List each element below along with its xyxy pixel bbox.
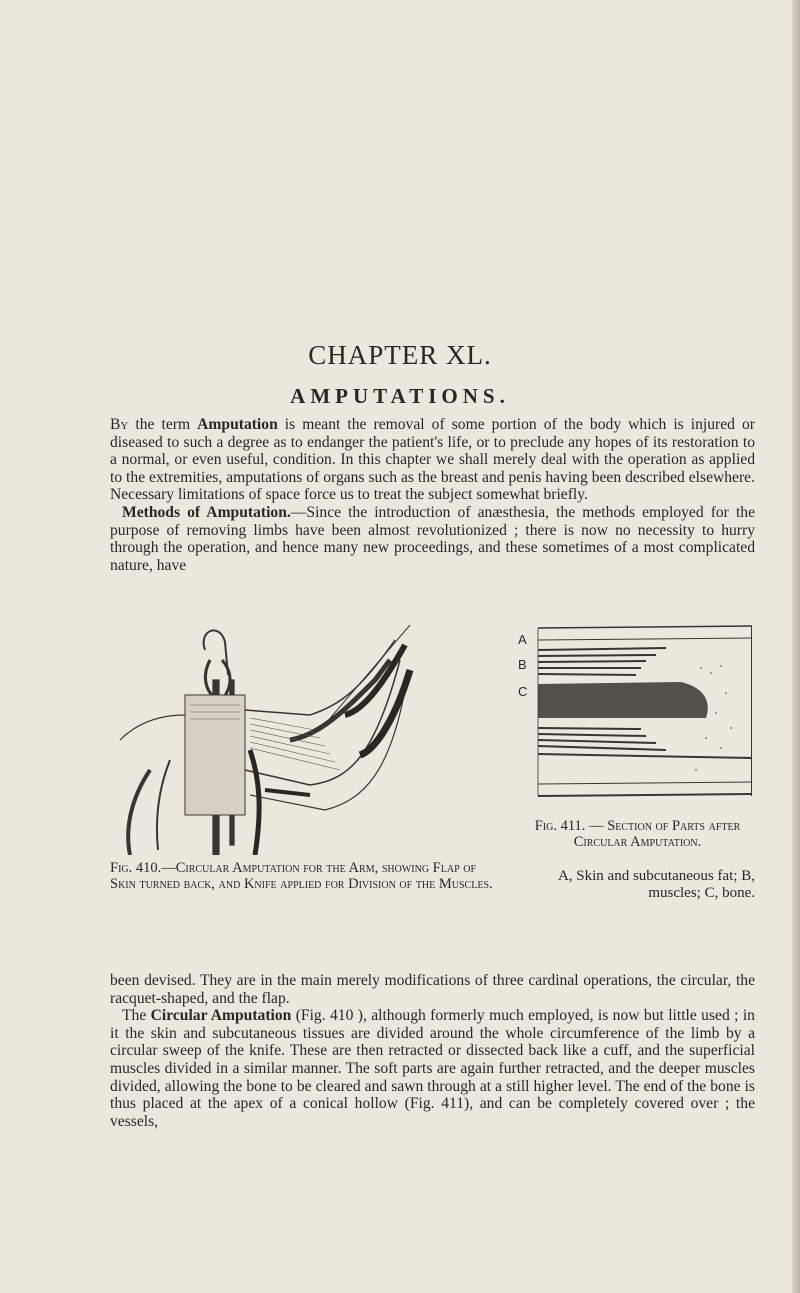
methods-heading: Methods of Amputation. [122, 503, 291, 521]
intro-text-block [110, 416, 755, 574]
chapter-heading: CHAPTER XL. [308, 340, 492, 370]
circular-text: (Fig. 410 ), although formerly much employed, is now but little used ; in it the skin and subcutaneous tissues are divided around the whole circumference of the limb by a circular sweep of the knife. These are then retracted or dissected back like a cuff, and the superficial muscles divided in a similar manner. The soft parts are again further retracted, and the deeper muscles divided, allowing the bone to be cleared and sawn through at a still higher level. The end of the bone is thus placed at the apex of a conical hollow (Fig. 411), and can be completely covered over ; the vessels, [110, 1007, 755, 1130]
amputation-term: Amputation [197, 416, 278, 433]
fig410-label: Fig. 410. [110, 860, 162, 876]
circular-paragraph [110, 1007, 755, 1130]
chapter-title: AMPUTATIONS. [290, 384, 510, 408]
intro-text: is meant the removal of some portion of the body which is injured or diseased to such a degree as to endanger the patient's life, or to preclude any hopes of its restoration to a normal, or even useful, condition. In this chapter we shall merely deal with the operation as applied to the extremities, amputations of organs such as the breast and penis having been described elsewhere. Necessary limitations of space force us to treat the subject somewhat briefly. [110, 416, 755, 504]
fig411-label: Fig. 411. [534, 818, 586, 834]
figure-411-legend: A, Skin and subcutaneous fat; B, muscles; C, bone. [557, 868, 755, 901]
methods-text: —Since the introduction of anæsthesia, the methods employed for the purpose of removing limbs have been almost revolutionized ; there is now no necessity to hurry through the operation, and hence many new proceedings, and these sometimes of a most complicated nature, have [110, 503, 755, 574]
figure-411-illustration [516, 618, 752, 804]
continuation-paragraph: been devised. They are in the main merely modifications of three cardinal operations, the circular, the racquet-shaped, and the flap. [110, 972, 755, 1007]
main-text-block [110, 972, 755, 1130]
page-edge [792, 0, 800, 1293]
fig410-caption-text: —Circular Amputation for the Arm, showing Flap of Skin turned back, and Knife applied for Division of the Muscles. [110, 860, 493, 892]
intro-text-before-term: the term [128, 416, 198, 433]
fig411-letter-a: A [518, 632, 527, 647]
fig411-letter-c: C [518, 684, 528, 699]
circular-prefix: The [122, 1007, 151, 1025]
intro-lead-in: By [110, 416, 129, 433]
circular-heading: Circular Amputation [150, 1007, 292, 1025]
methods-paragraph [110, 504, 755, 574]
fig411-letter-b: B [518, 657, 527, 672]
figure-410-illustration [110, 620, 440, 855]
figure-410-caption [110, 860, 500, 892]
fig411-caption-text: — Section of Parts after Circular Amputation. [573, 818, 741, 850]
intro-paragraph [110, 416, 755, 504]
bone-shape [538, 682, 708, 718]
figure-411-caption [520, 818, 755, 850]
